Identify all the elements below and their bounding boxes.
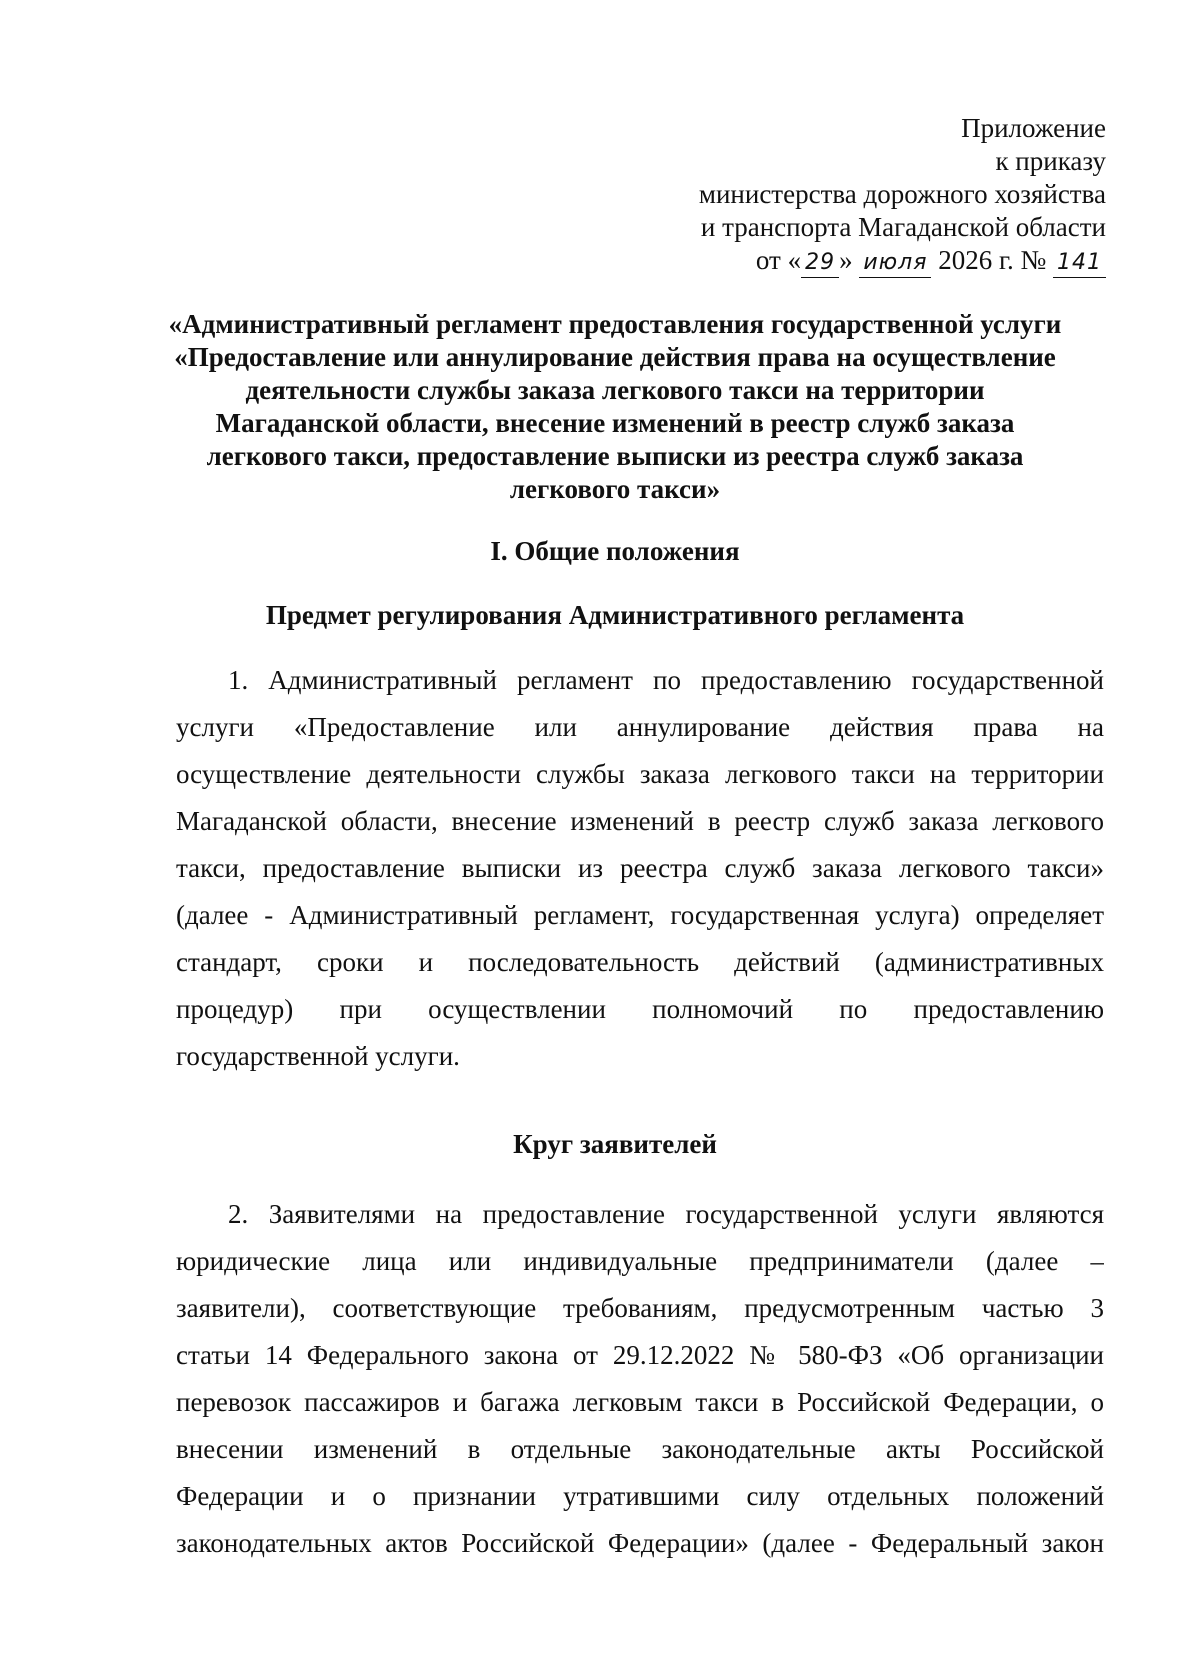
title-line: «Административный регламент предоставления государственной услуги [168,309,1062,339]
date-prefix: от « [755,245,802,275]
paragraph-line: статьи 14 Федерального закона от 29.12.2022 № 580-ФЗ «Об организации [176,1340,1104,1370]
paragraph-line: Магаданской области, внесение изменений в реестр служб заказа легкового [176,806,1104,836]
applicants-heading: Круг заявителей [513,1129,717,1159]
order-date-line [586,244,1106,278]
order-day: 29 [801,249,839,278]
paragraph-line: заявители), соответствующие требованиям, предусмотренным частью 3 [176,1293,1104,1323]
appendix-ministry: министерства дорожного хозяйства [698,179,1106,209]
section-heading: I. Общие положения [490,536,740,566]
order-year: 2026 г. № [931,245,1053,275]
title-line: «Предоставление или аннулирование действия права на осуществление [174,342,1056,372]
title-line: легкового такси, предоставление выписки из реестра служб заказа [206,441,1024,471]
appendix-header [586,112,1106,278]
paragraph-line: перевозок пассажиров и багажа легковым такси в Российской Федерации, о [176,1387,1104,1417]
paragraph-line: Федерации и о признании утратившими силу отдельных положений [176,1481,1104,1511]
paragraph-line: государственной услуги. [176,1041,460,1071]
paragraph-line: 1. Административный регламент по предоставлению государственной [228,665,1104,695]
paragraph-1 [176,657,1104,1080]
paragraph-line: услуги «Предоставление или аннулирование действия права на [176,712,1104,742]
title-line: легкового такси» [509,474,721,504]
appendix-label: Приложение [961,113,1106,143]
appendix-order-ref: к приказу [995,146,1106,176]
paragraph-line: такси, предоставление выписки из реестра служб заказа легкового такси» [176,853,1104,883]
paragraph-line: законодательных актов Российской Федерации» (далее - Федеральный закон [176,1528,1104,1558]
paragraph-line: осуществление деятельности службы заказа легкового такси на территории [176,759,1104,789]
title-line: деятельности службы заказа легкового такси на территории [245,375,985,405]
paragraph-line: юридические лица или индивидуальные предприниматели (далее – [176,1246,1104,1276]
paragraph-line: внесении изменений в отдельные законодательные акты Российской [176,1434,1104,1464]
order-month: июля [859,249,931,278]
paragraph-2 [176,1191,1104,1567]
document-title [150,308,1080,506]
paragraph-line: 2. Заявителями на предоставление государственной услуги являются [228,1199,1104,1229]
date-mid: » [839,245,860,275]
paragraph-line: стандарт, сроки и последовательность действий (административных [176,947,1104,977]
paragraph-line: процедур) при осуществлении полномочий по предоставлению [176,994,1104,1024]
order-number: 141 [1053,249,1106,278]
paragraph-line: (далее - Административный регламент, государственная услуга) определяет [176,900,1104,930]
title-line: Магаданской области, внесение изменений в реестр служб заказа [215,408,1015,438]
subject-heading: Предмет регулирования Административного регламента [265,600,965,630]
appendix-ministry-cont: и транспорта Магаданской области [700,212,1106,242]
